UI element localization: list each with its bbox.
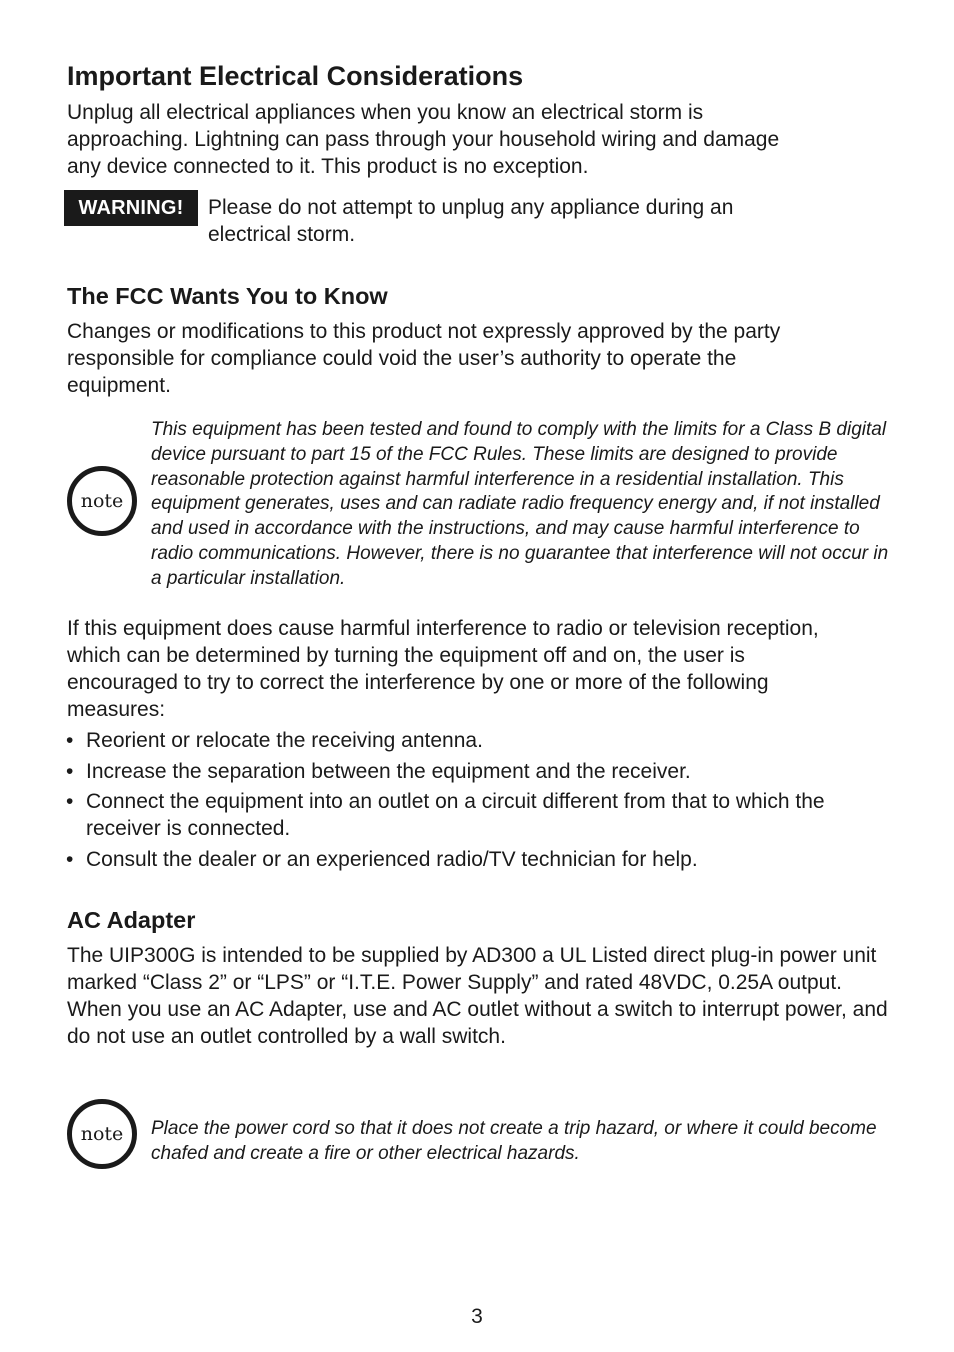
- list-item: [66, 788, 876, 842]
- bullet-dot: •: [66, 847, 74, 871]
- note-icon: [67, 466, 137, 536]
- page-number: 3: [471, 1305, 483, 1328]
- section-title-fcc: The FCC Wants You to Know: [67, 283, 388, 309]
- fcc-body: Changes or modifications to this product not expressly approved by the party responsible for compliance could void the user’s authority to operate the equipment.: [67, 320, 781, 397]
- list-item: [66, 846, 876, 873]
- list-item-text: Connect the equipment into an outlet on a circuit different from that to which the receiver is connected.: [86, 790, 825, 840]
- bullet-dot: •: [66, 729, 74, 752]
- fcc-note-text: This equipment has been tested and found to comply with the limits for a Class B digital device pursuant to part 15 of the FCC Rules. These limits are designed to provide reasonable protection against harmful interference in a residential installation. This equipment generates, uses and can radiate radio frequency energy and, if not installed and used in accordance with the instructions, and may cause harmful interference to radio communications. However, there is no guarantee that interference will not occur in a particular installation.: [151, 419, 889, 589]
- section-title-electrical: Important Electrical Considerations: [67, 61, 524, 91]
- interference-body: If this equipment does cause harmful interference to radio or television reception, which can be determined by turning the equipment off and on, the user is encouraged to try to correct the interference by one or more of the following measures:: [67, 617, 819, 721]
- list-item: [66, 727, 876, 754]
- warning-badge: WARNING!: [64, 190, 198, 226]
- list-item-text: Reorient or relocate the receiving antenna.: [86, 729, 483, 752]
- electrical-body: Unplug all electrical appliances when you know an electrical storm is approaching. Lightning can pass through your household wiring and damage any device connected to it. This product is no exception.: [67, 101, 780, 178]
- note-icon-label: note: [80, 1123, 124, 1145]
- bullet-dot: •: [66, 759, 74, 783]
- measures-list: [66, 727, 876, 876]
- list-item-text: Increase the separation between the equipment and the receiver.: [86, 759, 691, 783]
- section-title-ac-adapter: AC Adapter: [67, 907, 196, 933]
- bullet-dot: •: [66, 790, 74, 813]
- ac-adapter-body: The UIP300G is intended to be supplied by AD300 a UL Listed direct plug-in power unit marked “Class 2” or “LPS” or “I.T.E. Power Supply” and rated 48VDC, 0.25A output. When you use an AC Adapter, use and AC outlet without a switch to interrupt power, and do not use an outlet controlled by a wall switch.: [67, 944, 888, 1048]
- list-item: [66, 758, 876, 785]
- power-cord-note-text: Place the power cord so that it does not create a trip hazard, or where it could become chafed and create a fire or other electrical hazards.: [151, 1118, 877, 1164]
- note-icon-label: note: [80, 490, 124, 512]
- list-item-text: Consult the dealer or an experienced radio/TV technician for help.: [86, 847, 698, 871]
- note-icon: [67, 1099, 137, 1169]
- warning-text: Please do not attempt to unplug any appliance during an electrical storm.: [208, 196, 734, 246]
